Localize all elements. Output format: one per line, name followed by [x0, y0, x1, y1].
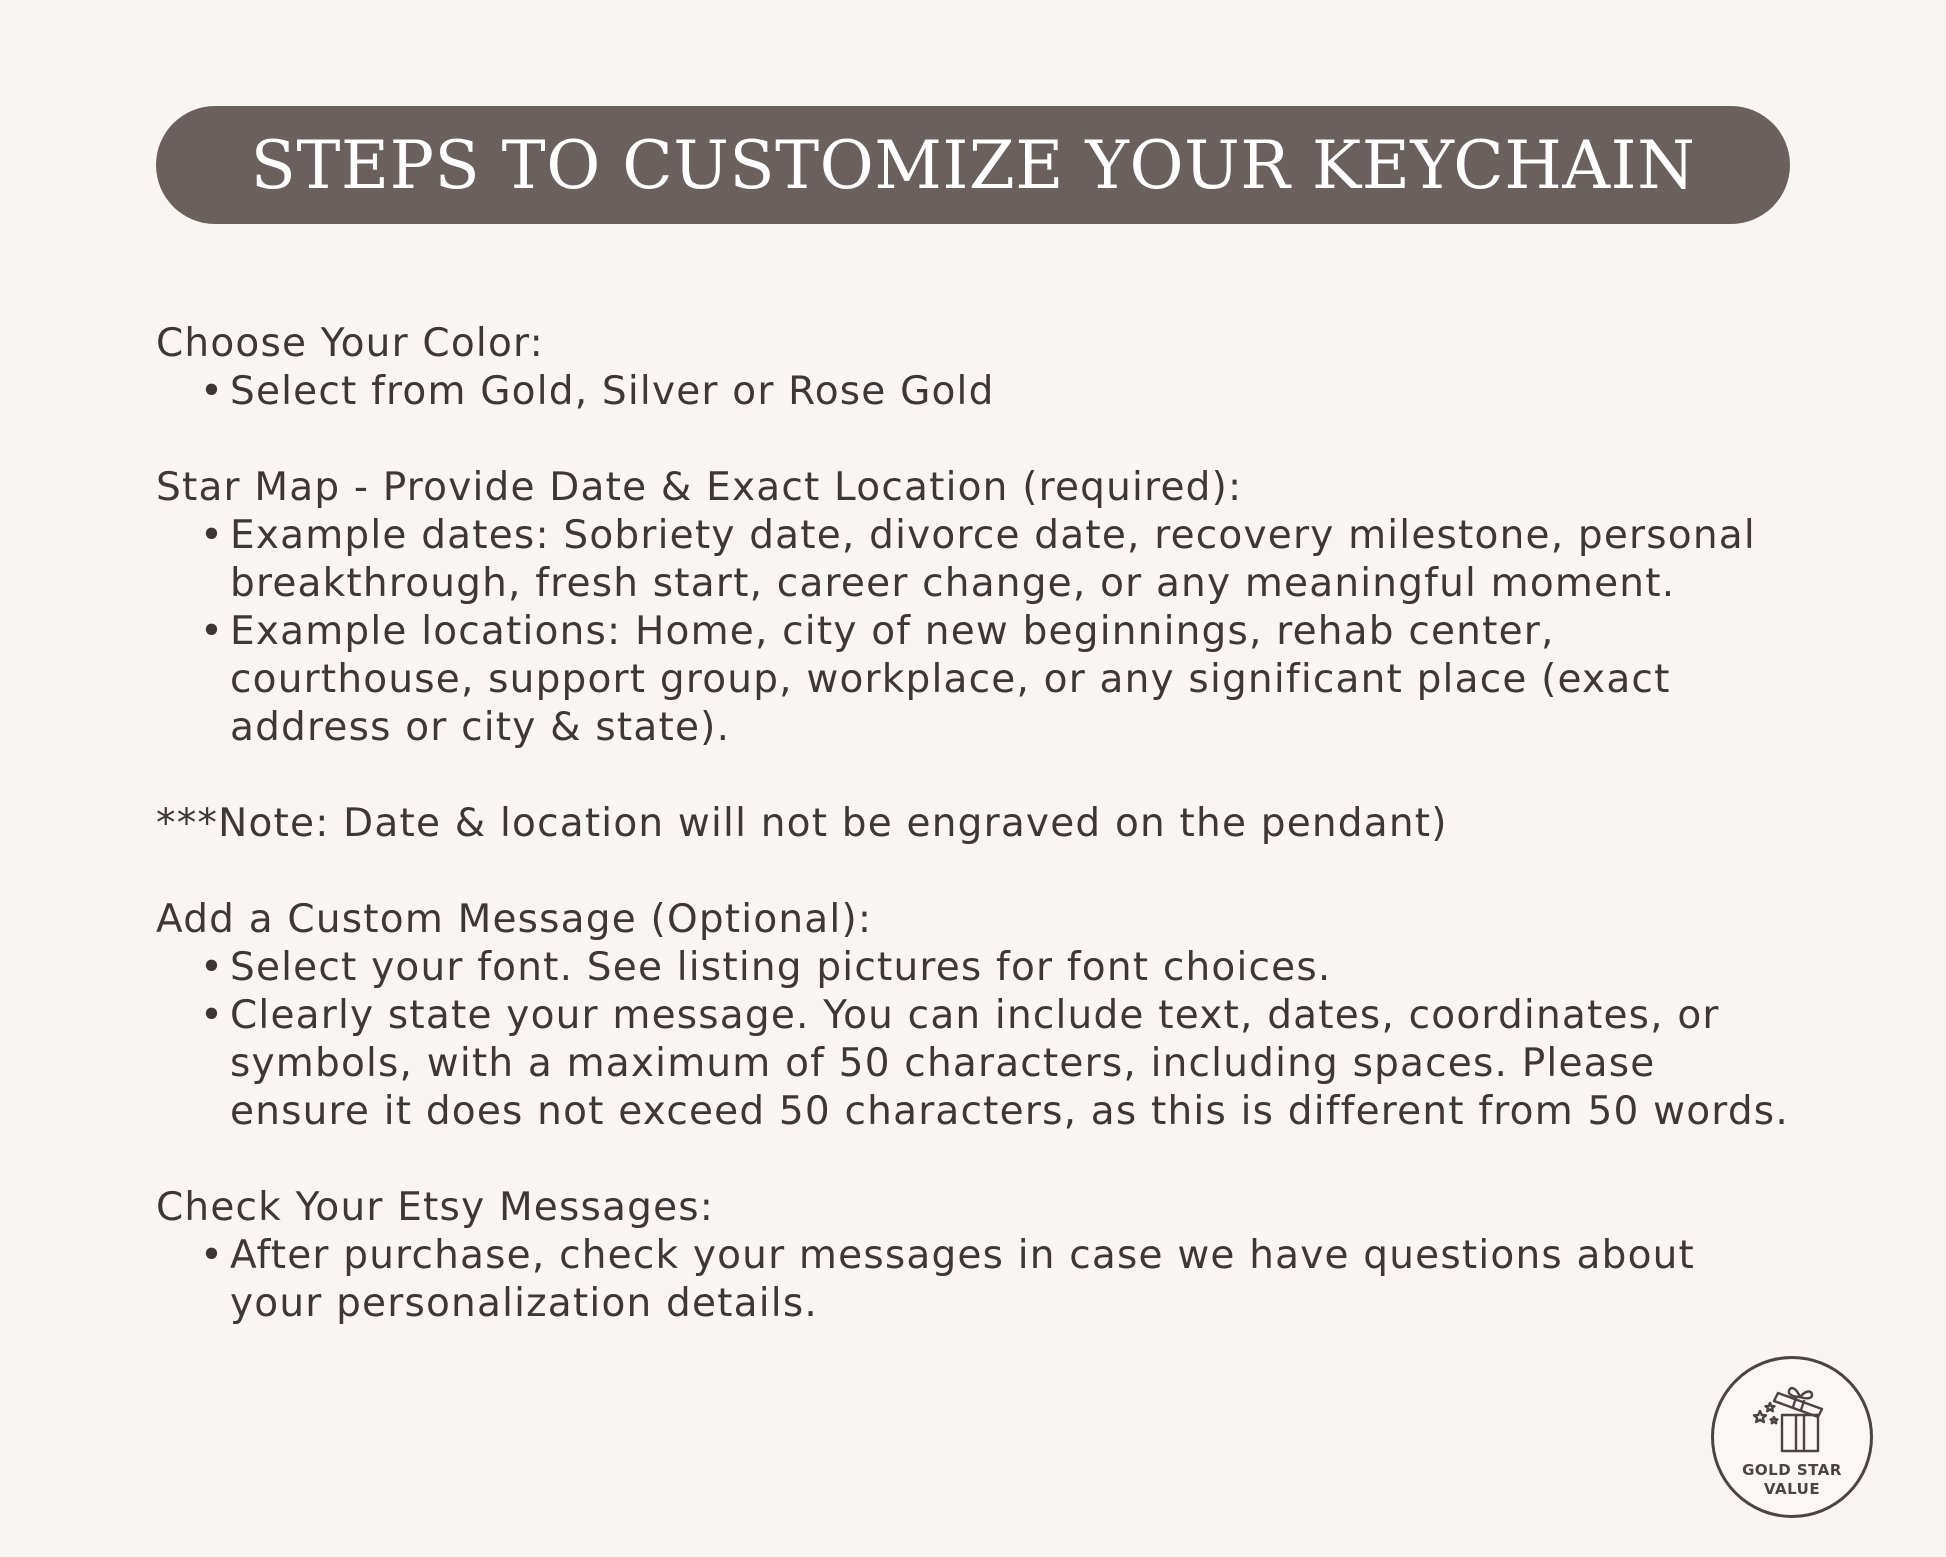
note-text: ***Note: Date & location will not be engraved on the pendant): [156, 801, 1448, 846]
bullet-item: • Select from Gold, Silver or Rose Gold: [200, 369, 995, 414]
bullet-dot-icon: •: [200, 1233, 225, 1278]
page-title: STEPS TO CUSTOMIZE YOUR KEYCHAIN: [250, 126, 1696, 204]
section-custom-message: [156, 896, 1796, 1136]
bullet-item: • Select your font. See listing pictures for font choices.: [200, 945, 1332, 990]
title-banner: [156, 106, 1790, 224]
bullet-item: • Clearly state your message. You can include text, dates, coordinates, or symbols, with a maximum of 50 characters, including spaces. Please ensure it does not exceed 50 characters, as this is different from 50 words.: [200, 993, 1789, 1134]
section-heading: Star Map - Provide Date & Exact Location (required):: [156, 465, 1243, 510]
gold-star-value-badge: [1711, 1356, 1873, 1518]
bullet-dot-icon: •: [200, 993, 225, 1038]
bullet-dot-icon: •: [200, 609, 225, 654]
bullet-item: • Example dates: Sobriety date, divorce date, recovery milestone, personal breakthrough, fresh start, career change, or any meaningful moment.: [200, 513, 1756, 606]
bullet-list: [156, 368, 1796, 416]
bullet-dot-icon: •: [200, 513, 225, 558]
section-star-map: [156, 464, 1796, 752]
section-etsy-messages: [156, 1184, 1796, 1328]
bullet-dot-icon: •: [200, 369, 225, 414]
section-heading: Add a Custom Message (Optional):: [156, 897, 873, 942]
section-heading: Check Your Etsy Messages:: [156, 1185, 715, 1230]
bullet-list: [156, 1232, 1796, 1328]
section-heading: Choose Your Color:: [156, 321, 544, 366]
bullet-dot-icon: •: [200, 945, 225, 990]
gift-box-with-stars-icon: [1752, 1377, 1838, 1461]
bullet-list: [156, 512, 1796, 752]
instructions: [156, 320, 1796, 1376]
badge-label: GOLD STAR VALUE: [1742, 1461, 1842, 1498]
section-note: [156, 800, 1796, 848]
section-choose-color: [156, 320, 1796, 416]
bullet-item: • After purchase, check your messages in case we have questions about your personalization details.: [200, 1233, 1696, 1326]
bullet-list: [156, 944, 1796, 1136]
bullet-item: • Example locations: Home, city of new beginnings, rehab center, courthouse, support group, workplace, or any significant place (exact address or city & state).: [200, 609, 1671, 750]
